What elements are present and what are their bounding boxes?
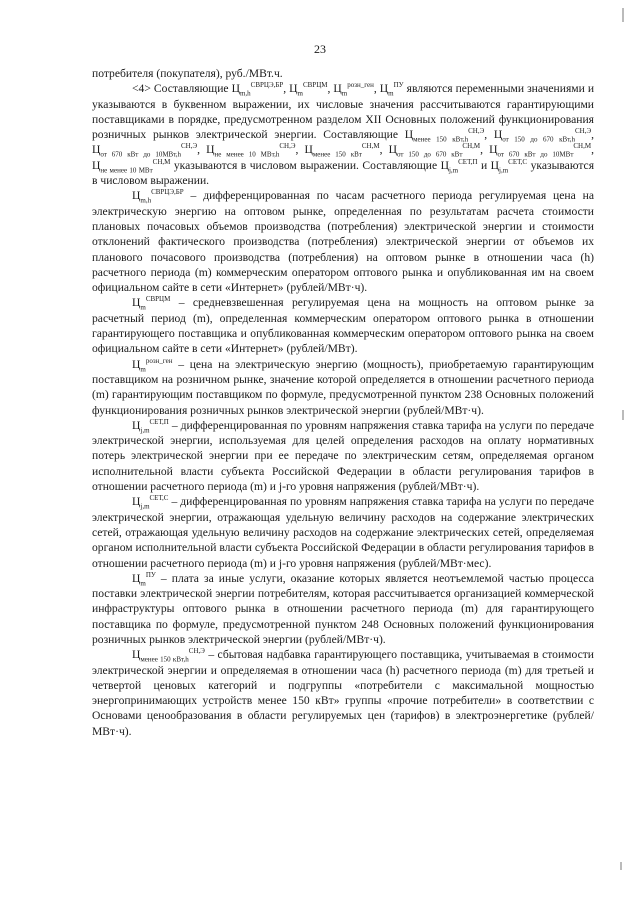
def-text: – средневзвешенная регулируемая цена на мощность на оптовом рынке за расчетный период (m), определенная коммерческим оператором оптового рынка в отношении гарантирующего поставщика и опубликованная коммерческим оператором оптового рынка на своем официальном сайте в сети «Интернет» (рублей/МВт). bbox=[92, 296, 594, 356]
document-body bbox=[92, 66, 594, 739]
para4-text2: указываются в числовом выражении. Составляющие bbox=[173, 158, 438, 172]
symbol-1: $Ц_{m,h}^{СВРЦЭ,БР}$ bbox=[231, 81, 284, 98]
def-symbol: $Ц_m^{СВРЦМ}$ bbox=[132, 295, 171, 312]
def-text: – цена на электрическую энергию (мощность), приобретаемую гарантирующим поставщиком на розничном рынке, значение которой определяется в отношении расчетного периода (m) гарантирующим поставщиком по формуле, предусмотренной пунктом 238 Основных положений функционирования розничных рынков электрической энергии (рублей/МВт·ч). bbox=[92, 357, 594, 417]
symbol-12: $Ц_{не менее 10 МВт}^{СН,М}$ bbox=[92, 157, 171, 175]
symbol-13: $Ц_{j,m}^{СЕТ,П}$ bbox=[440, 157, 478, 175]
def-text: – дифференцированная по уровням напряжения ставка тарифа на услуги по передаче электрической энергии, используемая для целей определения расходов на оплату нормативных потерь электрической энергии при ее передаче по электрическим сетям, определяемая органом исполнительной власти субъекта Российской Федерации в области регулирования тарифов в отношении расчетного периода (m) и j-го уровня напряжения (рублей/МВт·ч). bbox=[92, 418, 594, 494]
symbol-11: $Ц_{от 670 кВт до 10МВт}^{СН,М}$ bbox=[489, 142, 592, 159]
para4-text1: являются переменными значениями и указываются в буквенном выражении, их числовые значения рассчитываются гарантирующими поставщиками в порядке, предусмотренном разделом XII Основных положений функционирования розничных рынков электрической энергии. Составляющие bbox=[92, 82, 595, 142]
symbol-7: $Ц_{от 670 кВт до 10МВт,h}^{СН,Э}$ bbox=[92, 142, 198, 159]
lead-line: потребителя (покупателя), руб./МВт.ч. bbox=[92, 67, 283, 80]
paragraph-4: <4> Составляющие $Ц_{m,h}^{СВРЦЭ,БР}$, $Ц_m^{СВРЦМ}$, $Ц_m^{розн\_ген}$, $Ц_m^{ПУ}$ являются переменными значениями и указываются в буквенном выражении, их числовые значения рассчитываются гарантирующими поставщиками в порядке, предусмотренном разделом XII Основных положений функционирования розничных рынков электрической энергии. Составляющие $Ц_{менее 150 кВт,h}^{СН,Э}$, $Ц_{от 150 до 670 кВт,h}^{СН,Э}$, $Ц_{от 670 кВт до 10МВт,h}^{СН,Э}$, $Ц_{не менее 10 МВт,h}^{СН,Э}$, $Ц_{менее 150 кВт}^{СН,М}$, $Ц_{от 150 до 670 кВт}^{СН,М}$, $Ц_{от 670 кВт до 10МВт}^{СН,М}$, $Ц_{не менее 10 МВт}^{СН,М}$ указываются в числовом выражении. Составляющие $Ц_{j,m}^{СЕТ,П}$ и $Ц_{j,m}^{СЕТ,С}$ указываются в числовом выражении. bbox=[92, 81, 595, 188]
definition-paragraph bbox=[92, 188, 594, 295]
def-text: – дифференцированная по часам расчетного периода регулируемая цена на электрическую энергию на оптовом рынке, определенная по результатам расчета стоимости плановых почасовых объемов производства (потребления) электрической энергии и стоимости отклонений фактического производства (потребления) электрической энергии от объемов их планового почасового производства (потребления) на оптовом рынке в отношении часа (h) расчетного периода (m) коммерческим оператором оптового рынка и опубликованная им на своем официальном сайте в сети «Интернет» (рублей/МВт·ч). bbox=[92, 189, 594, 295]
def-text: – плата за иные услуги, оказание которых является неотъемлемой частью процесса поставки электрической энергии потребителям, которая рассчитывается организацией коммерческой инфраструктуры оптового рынка в отношении расчетного периода (m) для гарантирующего поставщика по формуле, предусмотренной пунктом 248 Основных положений функционирования розничных рынков электрической энергии (рублей/МВт·ч). bbox=[92, 571, 594, 646]
def-text: – дифференцированная по уровням напряжения ставка тарифа на услуги по передаче электрической энергии, отражающая удельную величину расходов на содержание электрических сетей, отражающая удельную величину расходов на содержание электрических сетей, определяемая органом исполнительной власти субъекта Российской Федерации в области регулирования тарифов в отношении расчетного периода (m) и j-го уровня напряжения (рублей/МВт·мес). bbox=[92, 495, 594, 570]
symbol-2: $Ц_m^{СВРЦМ}$ bbox=[289, 81, 328, 98]
para4-text3: указываются в числовом выражении. bbox=[92, 158, 595, 188]
scan-mark bbox=[622, 410, 624, 420]
para4-intro: <4> Составляющие bbox=[132, 82, 229, 96]
symbol-6: $Ц_{от 150 до 670 кВт,h}^{СН,Э}$ bbox=[493, 127, 592, 144]
page-number: 23 bbox=[314, 42, 326, 56]
symbol-4: $Ц_m^{ПУ}$ bbox=[379, 81, 404, 98]
def-symbol: $Ц_{m,h}^{СВРЦЭ,БР}$ bbox=[132, 188, 184, 205]
symbol-3: $Ц_m^{розн\_ген}$ bbox=[333, 81, 374, 98]
scan-mark bbox=[622, 8, 624, 22]
definition-paragraph bbox=[92, 647, 594, 739]
symbol-14: $Ц_{j,m}^{СЕТ,С}$ bbox=[490, 157, 528, 175]
symbol-9: $Ц_{менее 150 кВт}^{СН,М}$ bbox=[304, 142, 380, 159]
definition-paragraph bbox=[92, 494, 594, 570]
def-text: – сбытовая надбавка гарантирующего поставщика, учитываемая в стоимости электрической энергии и определяемая в отношении часа (h) расчетного периода (m) для третьей и четвертой ценовых категорий и подгруппы «потребители с максимальной мощностью энергопринимающих устройств менее 150 кВт» группы «прочие потребители» в соответствии с Основами ценообразования в области регулируемых цен (тарифов) в электроэнергетике (рублей/МВт·ч). bbox=[92, 648, 594, 738]
scan-mark bbox=[620, 862, 622, 870]
definition-paragraph bbox=[92, 357, 594, 418]
symbol-5: $Ц_{менее 150 кВт,h}^{СН,Э}$ bbox=[404, 127, 485, 144]
def-symbol: $Ц_m^{ПУ}$ bbox=[132, 570, 156, 588]
symbol-8: $Ц_{не менее 10 МВт,h}^{СН,Э}$ bbox=[206, 142, 296, 159]
def-symbol: $Ц_{j,m}^{СЕТ,С}$ bbox=[132, 494, 169, 511]
def-symbol: $Ц_{менее 150 кВт,h}^{СН,Э}$ bbox=[132, 647, 205, 664]
definition-paragraph bbox=[92, 295, 594, 356]
definition-paragraph bbox=[92, 571, 594, 647]
symbol-10: $Ц_{от 150 до 670 кВт}^{СН,М}$ bbox=[388, 142, 481, 159]
def-symbol: $Ц_m^{розн\_ген}$ bbox=[132, 356, 173, 373]
definition-paragraph bbox=[92, 418, 594, 494]
def-symbol: $Ц_{j,m}^{СЕТ,П}$ bbox=[132, 417, 169, 435]
